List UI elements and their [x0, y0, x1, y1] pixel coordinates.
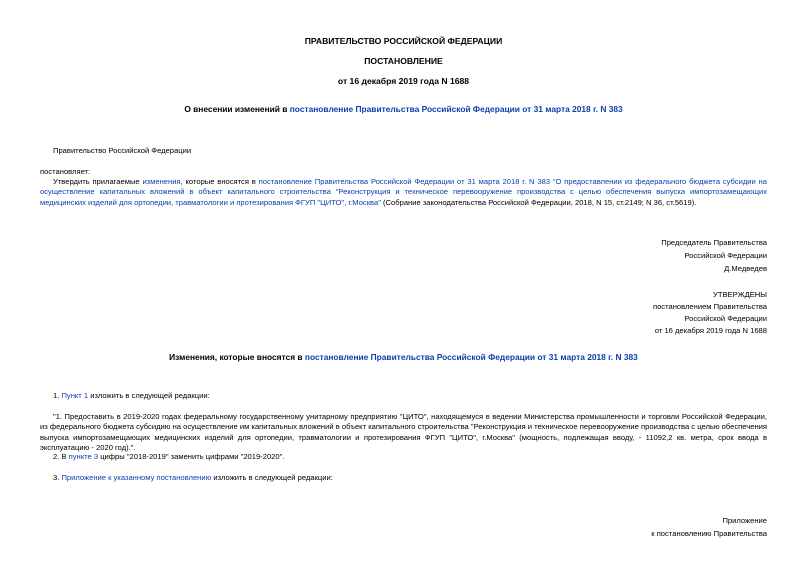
changes-title: [0, 352, 807, 364]
approved-word: УТВЕРЖДЕНЫ: [713, 290, 767, 299]
document-date-number: от 16 декабря 2019 года N 1688: [337, 76, 470, 86]
changes-title-prefix: Изменения, которые вносятся в: [169, 352, 305, 362]
item-1-number: 1.: [53, 391, 62, 400]
appendix-line-2: к постановлению Правительства: [651, 528, 767, 538]
approved-line-3: от 16 декабря 2019 года N 1688: [654, 326, 767, 336]
item-1-link[interactable]: Пункт 1: [61, 391, 89, 400]
regulation-383-link[interactable]: постановление Правительства Российской Федерации от 31 марта 2018 г. N 383 "О предоставлении из федерального бюджета субсидии на осуществление капитальных вложений в объект капитального строительства "Реконструкция и техническое перевооружение производства с целью обеспечения выпуска импортозамещающих медицинских изделий для ортопедии, травматологии и протезирования ФГУП "ЦИТО", г.Москва": [40, 177, 767, 207]
approve-paragraph: [40, 177, 767, 208]
quoted-paragraph: [40, 412, 767, 454]
item-1-text: изложить в следующей редакции:: [88, 391, 210, 400]
item-2-text-1: 2. В: [53, 452, 69, 461]
item-3-link[interactable]: Приложение к указанному постановлению: [61, 473, 212, 482]
item-3-text: изложить в следующей редакции:: [211, 473, 333, 482]
approve-text-3: (Собрание законодательства Российской Федерации, 2018, N 15, ст.2149; N 36, ст.5619).: [380, 197, 697, 207]
appendix-block: [651, 515, 767, 541]
signature-block: [661, 237, 767, 276]
changes-link[interactable]: изменения: [142, 177, 181, 186]
intro-resolves: постановляет:: [40, 167, 91, 176]
item-2-link[interactable]: пункте 3: [68, 452, 99, 461]
signature-position-2: Российской Федерации: [684, 250, 767, 260]
item-3-number: 3.: [53, 473, 62, 482]
approve-text-2: , которые вносятся в: [180, 177, 259, 186]
item-2: [53, 452, 284, 462]
item-1: [53, 391, 210, 401]
intro-government: Правительство Российской Федерации: [53, 146, 192, 155]
signature-position-1: Председатель Правительства: [661, 238, 767, 247]
title-prefix: О внесении изменений в: [184, 104, 290, 114]
government-heading: ПРАВИТЕЛЬСТВО РОССИЙСКОЙ ФЕДЕРАЦИИ: [304, 36, 503, 46]
title-regulation-link[interactable]: постановление Правительства Российской Федерации от 31 марта 2018 г. N 383: [289, 104, 623, 114]
changes-title-regulation-link[interactable]: постановление Правительства Российской Федерации от 31 марта 2018 г. N 383: [304, 352, 638, 362]
approved-block: [653, 289, 767, 338]
quoted-text: "1. Предоставить в 2019-2020 годах федеральному государственному унитарному предприятию "ЦИТО", находящемуся в ведении Министерства промышленности и торговли Российской Федерации, из федерального бюджета субсидию на осуществление им капитальных вложений в объект капитального строительства "Реконструкция и техническое перевооружение производства с целью обеспечения выпуска импортозамещающих медицинских изделий для ортопедии, травматологии и протезирования ФГУП "ЦИТО", г.Москва" (мощность, подлежащая вводу, - 11092,2 кв. метра, срок ввода в эксплуатацию - 2020 год).".: [40, 412, 767, 453]
approved-line-2: Российской Федерации: [684, 314, 767, 324]
appendix-line-1: Приложение: [722, 516, 767, 525]
item-3: [53, 473, 333, 483]
signature-name: Д.Медведев: [724, 263, 767, 273]
document-title: [0, 104, 807, 116]
item-2-text-2: цифры "2018-2019" заменить цифрами "2019-2020".: [98, 452, 285, 461]
approve-text-1: Утвердить прилагаемые: [53, 177, 143, 186]
approved-line-1: постановлением Правительства: [652, 302, 767, 312]
document-type-heading: ПОСТАНОВЛЕНИЕ: [364, 56, 443, 66]
